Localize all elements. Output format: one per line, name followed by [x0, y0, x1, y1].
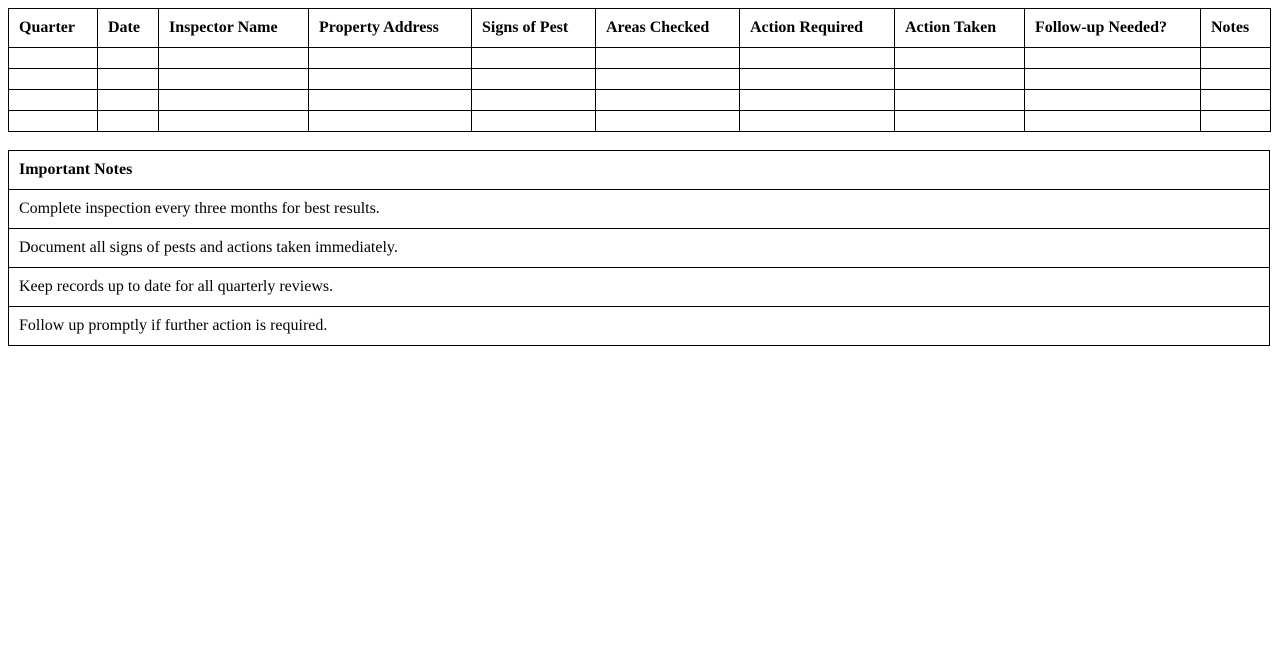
table-cell[interactable] — [9, 48, 98, 69]
table-cell[interactable] — [740, 48, 895, 69]
table-cell[interactable] — [98, 69, 159, 90]
table-cell[interactable] — [1201, 69, 1271, 90]
table-cell[interactable] — [472, 69, 596, 90]
note-row — [9, 268, 1270, 307]
note-item: Follow up promptly if further action is required. — [9, 307, 1270, 346]
column-header-date: Date — [98, 9, 159, 48]
note-item: Keep records up to date for all quarterly reviews. — [9, 268, 1270, 307]
table-row — [9, 69, 1271, 90]
note-row — [9, 229, 1270, 268]
column-header-follow-up-needed: Follow-up Needed? — [1025, 9, 1201, 48]
table-cell[interactable] — [1025, 111, 1201, 132]
table-header-row — [9, 9, 1271, 48]
table-cell[interactable] — [309, 90, 472, 111]
note-row — [9, 190, 1270, 229]
table-row — [9, 48, 1271, 69]
table-cell[interactable] — [1025, 69, 1201, 90]
table-cell[interactable] — [98, 48, 159, 69]
table-cell[interactable] — [895, 90, 1025, 111]
table-cell[interactable] — [895, 69, 1025, 90]
table-cell[interactable] — [740, 90, 895, 111]
table-cell[interactable] — [472, 48, 596, 69]
note-item: Document all signs of pests and actions taken immediately. — [9, 229, 1270, 268]
table-row — [9, 111, 1271, 132]
table-cell[interactable] — [159, 48, 309, 69]
column-header-quarter: Quarter — [9, 9, 98, 48]
table-cell[interactable] — [1201, 111, 1271, 132]
table-cell[interactable] — [98, 111, 159, 132]
table-cell[interactable] — [309, 111, 472, 132]
table-cell[interactable] — [472, 90, 596, 111]
column-header-inspector-name: Inspector Name — [159, 9, 309, 48]
column-header-action-required: Action Required — [740, 9, 895, 48]
note-item: Complete inspection every three months for best results. — [9, 190, 1270, 229]
table-cell[interactable] — [1025, 48, 1201, 69]
table-cell[interactable] — [895, 48, 1025, 69]
table-cell[interactable] — [159, 90, 309, 111]
page — [8, 8, 1270, 346]
table-cell[interactable] — [740, 69, 895, 90]
table-cell[interactable] — [472, 111, 596, 132]
table-cell[interactable] — [98, 90, 159, 111]
table-cell[interactable] — [9, 69, 98, 90]
note-row — [9, 307, 1270, 346]
table-cell[interactable] — [1025, 90, 1201, 111]
table-cell[interactable] — [1201, 90, 1271, 111]
important-notes-title: Important Notes — [9, 151, 1270, 190]
table-cell[interactable] — [596, 111, 740, 132]
column-header-action-taken: Action Taken — [895, 9, 1025, 48]
table-cell[interactable] — [596, 90, 740, 111]
table-cell[interactable] — [309, 69, 472, 90]
table-cell[interactable] — [895, 111, 1025, 132]
table-cell[interactable] — [159, 111, 309, 132]
table-cell[interactable] — [159, 69, 309, 90]
table-cell[interactable] — [596, 48, 740, 69]
table-cell[interactable] — [1201, 48, 1271, 69]
notes-header-row — [9, 151, 1270, 190]
table-row — [9, 90, 1271, 111]
important-notes-table — [8, 150, 1270, 346]
column-header-notes: Notes — [1201, 9, 1271, 48]
table-cell[interactable] — [309, 48, 472, 69]
table-cell[interactable] — [740, 111, 895, 132]
table-cell[interactable] — [9, 111, 98, 132]
table-cell[interactable] — [596, 69, 740, 90]
table-cell[interactable] — [9, 90, 98, 111]
inspection-log-table — [8, 8, 1271, 132]
column-header-areas-checked: Areas Checked — [596, 9, 740, 48]
column-header-signs-of-pest: Signs of Pest — [472, 9, 596, 48]
column-header-property-address: Property Address — [309, 9, 472, 48]
